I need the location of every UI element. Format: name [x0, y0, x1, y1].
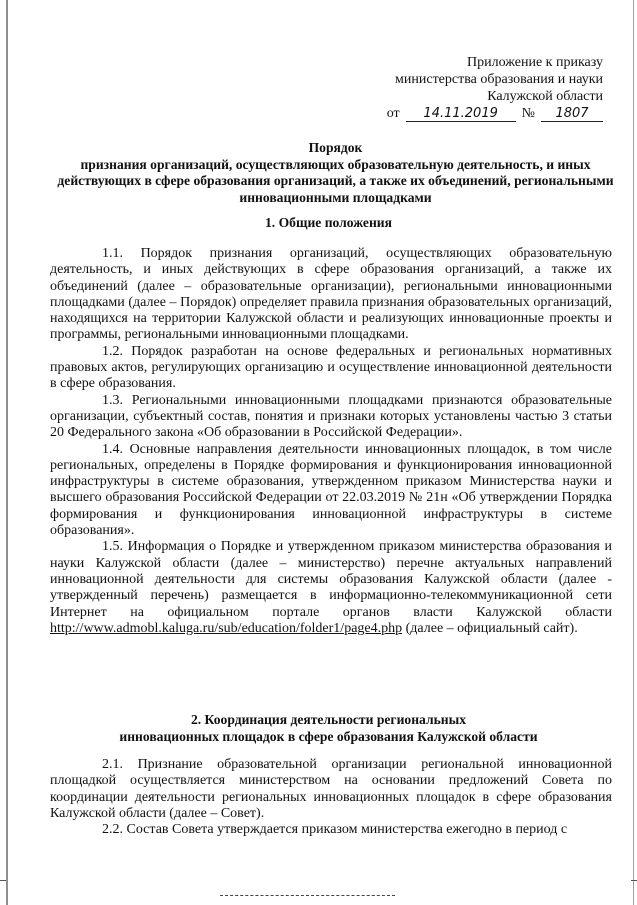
annex-line-1: Приложение к приказу: [467, 55, 603, 70]
section-1-heading: 1. Общие положения: [265, 215, 392, 230]
official-portal-link[interactable]: http://www.admobl.kaluga.ru/sub/education/folder1/page4.php: [50, 620, 403, 636]
paragraph-2-2: 2.2. Состав Совета утверждается приказом министерства ежегодно в период с: [102, 822, 568, 838]
annex-line-2: министерства образования и науки: [395, 72, 603, 87]
section-2-heading-line-2: инновационных площадок в сфере образования Калужской области: [119, 728, 538, 744]
section-2-body: [50, 757, 612, 838]
paragraph-2-1: 2.1. Признание образовательной организации региональной инновационной площадкой осуществляется министерством на основании предложений Совета по координации деятельности региональных инновационных площадок в сфере образования Калужской области (далее – Совет).: [50, 757, 612, 821]
paragraph-1-4: 1.4. Основные направления деятельности инновационных площадок, в том числе региональных, определены в Порядке формирования и функционирования инновационной инфраструктуры в системе образования, утвержденном приказом Министерства науки и высшего образования Российской Федерации от 22.03.2019 № 21н «Об утверждении Порядка формирования и функционирования инновационной инфраструктуры в системе образования».: [50, 441, 612, 539]
title-line-1: Порядок: [308, 140, 363, 155]
annex-line-3: Калужской области: [487, 89, 603, 104]
scan-edge-right: [633, 0, 634, 905]
page-bottom-rule: [220, 895, 395, 896]
annex-date-line: [343, 105, 603, 122]
paragraph-1-5-text: 1.5. Информация о Порядке и утвержденном приказом министерства образования и науки Калужской области (далее – министерство) перечне актуальных направлений инновационной деятельности для системы образования Калужской области (далее - утвержденный перечень) размещается в информационно-телекоммуникационной сети Интернет на официальном портале органов власти Калужской области: [50, 539, 612, 620]
document-title: [56, 140, 615, 206]
paragraph-1-1: 1.1. Порядок признания организаций, осуществляющих образовательную деятельность, и иных действующих в сфере образования организаций, а также их объединений (далее – образовательные организации), региональными инновационными площадками (далее – Порядок) определяет правила признания образовательных организаций, находящихся на территории Калужской области и реализующих инновационные проекты и программы, региональными инновационными площадками.: [50, 246, 612, 343]
paragraph-1-3: 1.3. Региональными инновационными площадками признаются образовательные организации, субъектный состав, понятия и признаки которых установлены частью 3 статьи 20 Федерального закона «Об образовании в Российской Федерации».: [50, 392, 612, 441]
handwritten-number: 1807: [541, 107, 603, 122]
annex-block: [343, 54, 603, 122]
scan-mark-right: [631, 880, 637, 881]
number-prefix: №: [521, 106, 535, 121]
handwritten-date: 14.11.2019: [406, 107, 516, 122]
paragraph-1-2: 1.2. Порядок разработан на основе федеральных и региональных нормативных правовых актов, регулирующих организацию и осуществление инновационной деятельности в сфере образования.: [50, 343, 612, 392]
scan-mark-left: [0, 880, 6, 881]
title-line-2: признания организаций, осуществляющих образовательную деятельность, и иных действующих в сфере образования организаций, а также их объединений, региональными инновационными площадками: [57, 156, 614, 205]
section-2-heading-line-1: 2. Координация деятельности региональных: [190, 712, 467, 727]
section-2-heading: [40, 712, 617, 745]
section-1-body: [50, 246, 612, 637]
scan-edge-left: [6, 0, 8, 905]
paragraph-1-5-end: (далее – официальный сайт).: [405, 620, 578, 636]
paragraph-1-5: [50, 539, 612, 637]
date-prefix: от: [386, 106, 400, 121]
